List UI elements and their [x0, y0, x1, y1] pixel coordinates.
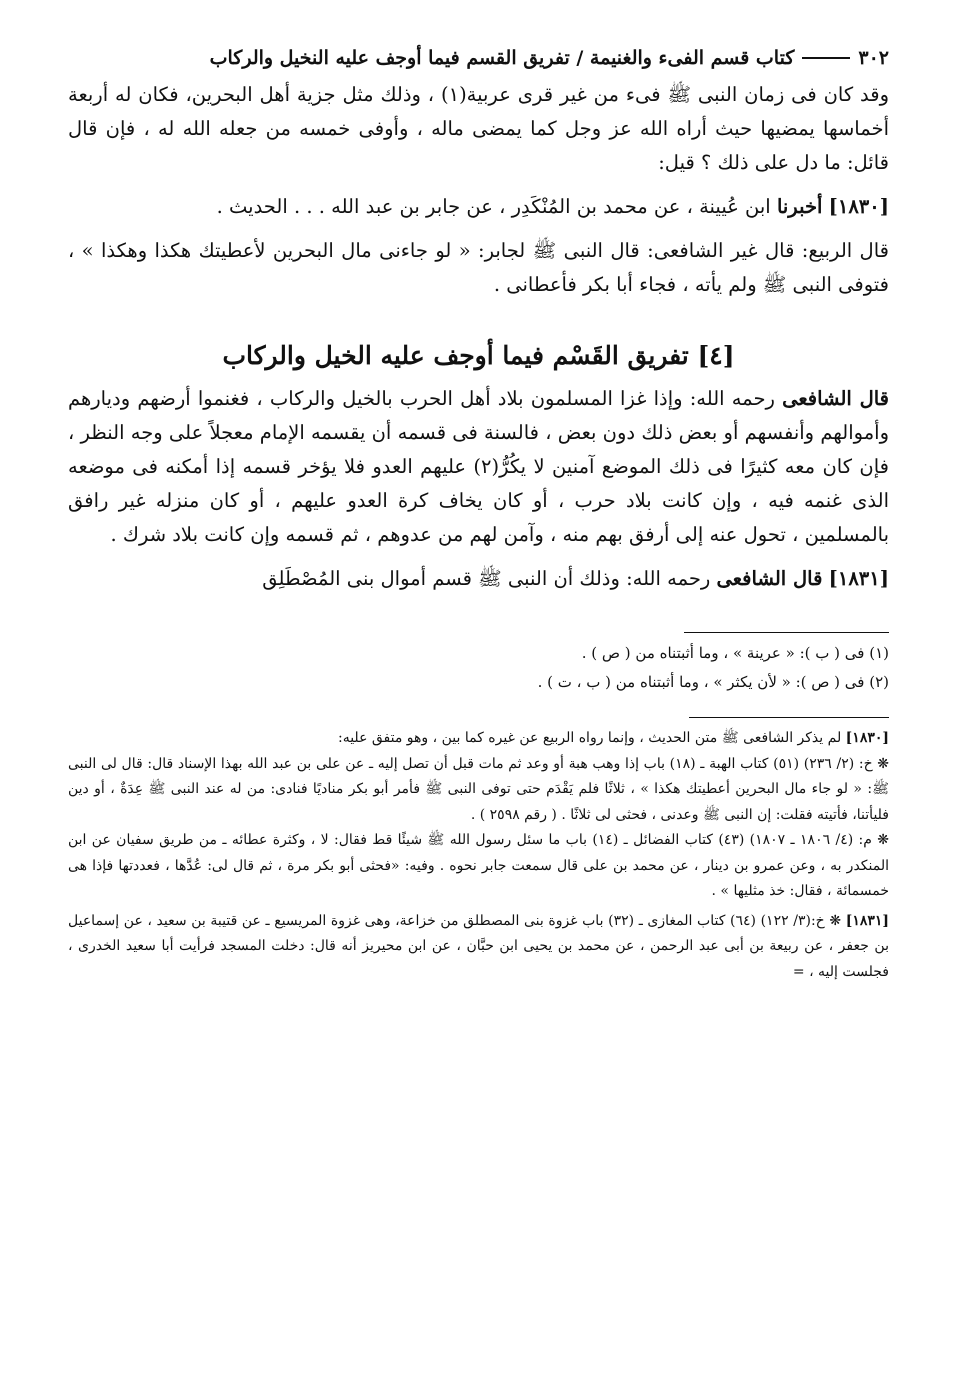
speaker-lead: قال الشافعى	[782, 387, 890, 410]
takhrij-line: ❋ خ: (٢/ ٢٣٦) (٥١) كتاب الهبة ـ (١٨) باب إذا وهب هبة أو وعد ثم مات قبل أن تصل إليه ـ عن على بن عبد الله بهذا الإسناد قال: قال لى النبى ﷺ: « لو جاء مال البحرين أعطيتك هكذا » ، ثلاثًا فلم يَقْدَم حتى توفى النبى ﷺ فأمر أبو بكر مناديًا فنادى: من له عند النبى ﷺ عِدَةٌ ، أو دين فليأتنا، فأتيته فقلت: إن النبى ﷺ وعدنى ، فحثى لى ثلاثًا . ( رقم ٢٥٩٨ ) .	[68, 755, 890, 823]
hadith-number: [١٨٣٠]	[828, 195, 889, 218]
paragraph-text: رحمه الله: وإذا غزا المسلمون بلاد أهل الحرب بالخيل والركاب ، فغنموا أرضهم وديارهم وأموالهم وأنفسهم أو بعض ذلك دون بعض ، فالسنة فى قسمه أن يقسمه الإمام معجلاً على وجه النظر ، فإن كان معه كثيرًا فى ذلك الموضع آمنين لا يكُرُّ(٢) عليهم العدو فلا يؤخر قسمه إذا أمكنه فى موضعه الذى غنمه فيه ، وإن كانت بلاد حرب ، أو كان يخاف كرة العدو عليهم ، أو كان منزله غير رافق بالمسلمين ، تحول عنه إلى أرفق بهم منه ، وآمن لهم من عدوهم ، ثم قسمه وإن كانت بلاد شرك .	[68, 387, 889, 546]
running-title: كتاب قسم الفىء والغنيمة / تفريق القسم فيما أوجف عليه النخيل والركاب	[209, 47, 795, 69]
hadith-1830	[68, 190, 889, 224]
hadith-text: ابن عُيينة ، عن محمد بن المُنْكَدِر ، عن جابر بن عبد الله . . . الحديث .	[216, 195, 771, 218]
takhrij-text: لم يذكر الشافعى ﷺ متن الحديث ، وإنما رواه الربيع عن غيره كما بين ، وهو متفق عليه:	[337, 730, 842, 746]
takhrij-divider	[689, 717, 889, 718]
takhrij-1831	[68, 909, 889, 986]
header-dash	[802, 57, 850, 59]
footnotes	[68, 639, 889, 697]
takhrij-label: [١٨٣٠]	[845, 730, 889, 746]
takhrij-line: ❋ م: (٤/ ١٨٠٦ ـ ١٨٠٧) (٤٣) كتاب الفضائل ـ (١٤) باب ما سئل رسول الله ﷺ شيئًا قط فقال: لا ، وكثرة عطائه ـ من طريق سفيان عن ابن المنكدر به ، وعن عمرو بن دينار ، عن محمد بن على قال سمعت جابر نحوه . وفيه: «فحثى أبو بكر مرة ، ثم قال لى: عُدَّها ، فعددتها فإذا هى خمسمائة ، فقال: خذ مثليها » .	[68, 832, 890, 899]
speaker-lead: قال الشافعى	[716, 567, 823, 590]
hadith-number: [١٨٣١]	[828, 567, 889, 590]
takhrij-line	[68, 909, 889, 986]
main-text	[68, 78, 889, 596]
hadith-text: رحمه الله: وذلك أن النبى ﷺ قسم أموال بنى المُصْطَلِق	[262, 567, 711, 590]
footnote: (٢) فى ( ص ): « لأن يكثر » ، وما أثبتناه من ( ب ، ت ) .	[537, 673, 889, 691]
footnote: (١) فى ( ب ): « عرينة » ، وما أثبتناه من ( ص ) .	[581, 644, 889, 662]
takhrij-line	[68, 726, 889, 752]
takhrij-label: [١٨٣١]	[845, 912, 890, 929]
takhrij-1830	[68, 726, 889, 905]
page-number: ٣٠٢	[858, 47, 889, 69]
paragraph-intro: وقد كان فى زمان النبى ﷺ فىء من غير قرى عربية(١) ، وذلك مثل جزية أهل البحرين، فكان له أربعة أخماسها يمضيها حيث أراه الله عز وجل كما يمضى ماله ، وأوفى خمسه من جعله الله له ، فإن قال قائل: ما دل على ذلك ؟ قيل:	[68, 83, 889, 174]
running-header	[68, 38, 889, 78]
takhrij-notes	[68, 726, 889, 985]
footnote-divider	[684, 632, 889, 633]
hadith-lead: أخبرنا	[776, 195, 823, 218]
section-title: [٤] تفريق القَسْم فيما أوجف عليه الخيل والركاب	[222, 341, 735, 370]
paragraph-shafii	[68, 382, 889, 552]
hadith-1831	[68, 562, 889, 596]
paragraph-rabi: قال الربيع: قال غير الشافعى: قال النبى ﷺ لجابر: « لو جاءنى مال البحرين لأعطيتك هكذا وهكذا » ، فتوفى النبى ﷺ ولم يأته ، فجاء أبا بكر فأعطانى .	[68, 239, 889, 296]
takhrij-text: ❋ خ:(٣/ ١٢٢) (٦٤) كتاب المغازى ـ (٣٢) باب غزوة بنى المصطلق من خزاعة، وهى غزوة المريسيع ـ عن قتيبة بن سعيد ، عن إسماعيل بن جعفر ، عن ربيعة بن أبى عبد الرحمن ، عن محمد بن يحيى ابن حبَّان ، عن ابن محيريز أنه قال: دخلت المسجد فرأيت أبا سعيد الخدرى ، فجلست إليه ، =	[68, 912, 889, 980]
